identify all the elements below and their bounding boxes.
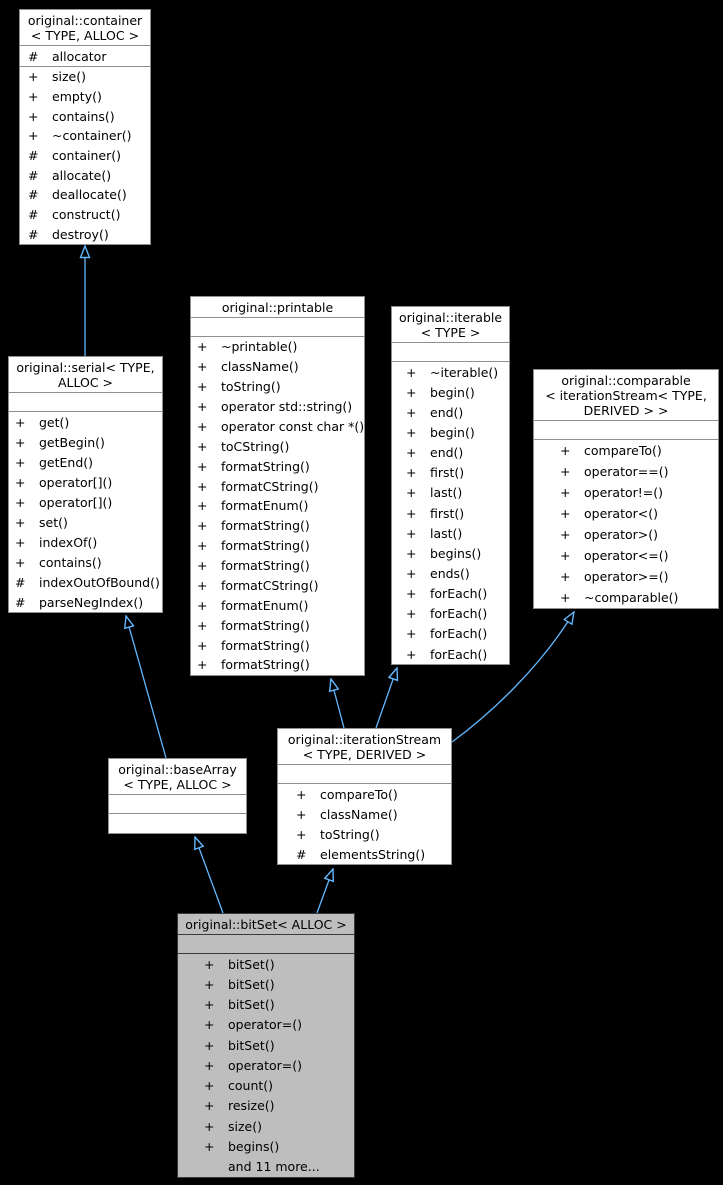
inheritance-arrow-bitSet-to-baseArray	[195, 837, 223, 913]
inheritance-arrow-iterationStream-to-printable	[331, 679, 344, 728]
class-title-line: original::comparable	[561, 373, 691, 388]
visibility-symbol: +	[197, 458, 208, 474]
member-name: formatString()	[221, 617, 310, 633]
class-title	[9, 357, 162, 393]
attributes-compartment	[9, 393, 162, 412]
class-box-printable[interactable]	[190, 296, 365, 676]
method-row	[178, 995, 354, 1015]
visibility-symbol: +	[197, 617, 208, 633]
visibility-symbol: +	[204, 1118, 215, 1134]
class-box-comparable[interactable]	[533, 369, 719, 609]
visibility-symbol: +	[406, 586, 417, 602]
visibility-symbol: +	[406, 424, 417, 440]
class-title-line: original::iterationStream	[287, 732, 442, 747]
member-name: className()	[320, 806, 398, 822]
member-name: last()	[430, 485, 463, 501]
visibility-symbol: +	[204, 956, 215, 972]
method-row	[191, 476, 364, 496]
visibility-symbol: +	[197, 657, 208, 673]
method-row	[191, 635, 364, 655]
visibility-symbol: +	[406, 626, 417, 642]
method-row	[20, 205, 150, 225]
method-row	[392, 443, 509, 463]
visibility-symbol: #	[296, 846, 307, 862]
method-row	[178, 1136, 354, 1156]
visibility-symbol: +	[560, 590, 571, 605]
method-row	[20, 185, 150, 205]
visibility-symbol: +	[197, 379, 208, 395]
method-row	[534, 503, 718, 524]
inheritance-arrow-iterationStream-to-iterable	[376, 668, 397, 728]
method-row	[534, 461, 718, 482]
visibility-symbol: +	[560, 548, 571, 563]
method-row	[392, 563, 509, 583]
method-row	[191, 337, 364, 357]
member-name: formatString()	[221, 458, 310, 474]
member-name: compareTo()	[584, 443, 662, 458]
method-row	[9, 492, 162, 512]
member-name: operator!=()	[584, 485, 663, 500]
method-row	[178, 974, 354, 994]
visibility-symbol: +	[197, 339, 208, 355]
member-name: toString()	[320, 826, 380, 842]
member-name: contains()	[39, 554, 102, 570]
method-row	[20, 106, 150, 126]
visibility-symbol: +	[204, 1017, 215, 1033]
method-row	[392, 543, 509, 563]
member-name: parseNegIndex()	[39, 594, 144, 610]
member-name: deallocate()	[52, 187, 127, 203]
visibility-symbol: +	[560, 485, 571, 500]
member-name: construct()	[52, 207, 121, 223]
methods-compartment	[534, 440, 718, 608]
method-row	[534, 440, 718, 461]
member-name: forEach()	[430, 626, 488, 642]
member-name: begin()	[430, 384, 475, 400]
method-row	[191, 436, 364, 456]
method-row	[392, 463, 509, 483]
inheritance-arrow-baseArray-to-serial	[126, 616, 166, 758]
visibility-symbol: #	[28, 226, 39, 242]
member-name: formatString()	[221, 637, 310, 653]
visibility-symbol: +	[204, 1098, 215, 1114]
method-row	[534, 482, 718, 503]
member-name: destroy()	[52, 226, 109, 242]
method-row	[392, 503, 509, 523]
member-name: empty()	[52, 89, 102, 104]
visibility-symbol: +	[15, 514, 26, 530]
attributes-compartment	[392, 343, 509, 362]
member-name: allocate()	[52, 167, 112, 183]
member-name: bitSet()	[228, 997, 275, 1013]
methods-compartment	[392, 362, 509, 664]
member-name: forEach()	[430, 586, 488, 602]
method-row	[191, 655, 364, 675]
visibility-symbol: +	[197, 399, 208, 415]
member-name: forEach()	[430, 606, 488, 622]
method-row	[392, 604, 509, 624]
method-row	[278, 804, 451, 824]
methods-compartment	[178, 954, 354, 1177]
class-title	[278, 729, 451, 765]
method-row	[392, 382, 509, 402]
method-row	[9, 472, 162, 492]
class-box-container[interactable]	[19, 9, 151, 245]
class-title	[392, 307, 509, 343]
visibility-symbol: +	[406, 445, 417, 461]
visibility-symbol: +	[406, 646, 417, 662]
visibility-symbol: +	[197, 558, 208, 574]
method-row	[534, 566, 718, 587]
visibility-symbol: +	[197, 438, 208, 454]
class-title-line: < TYPE, ALLOC >	[30, 28, 140, 43]
visibility-symbol: +	[28, 128, 39, 144]
member-name: first()	[430, 505, 465, 521]
member-name: end()	[430, 404, 464, 420]
method-row	[191, 357, 364, 377]
member-name: set()	[39, 514, 68, 530]
method-row	[191, 576, 364, 596]
member-name: operator>()	[584, 527, 658, 542]
method-row	[392, 584, 509, 604]
methods-compartment	[20, 67, 150, 244]
member-name: className()	[221, 359, 299, 375]
member-name: operator=()	[228, 1057, 302, 1073]
visibility-symbol: +	[197, 637, 208, 653]
member-name: bitSet()	[228, 956, 275, 972]
member-name: ~printable()	[221, 339, 298, 355]
member-name: operator<=()	[584, 548, 669, 563]
inheritance-arrow-bitSet-to-iterationStream	[317, 869, 333, 913]
visibility-symbol: +	[28, 89, 39, 104]
member-name: getEnd()	[39, 454, 94, 470]
member-name: operator[]()	[39, 474, 113, 490]
member-name: last()	[430, 525, 463, 541]
visibility-symbol: +	[28, 69, 39, 85]
method-row	[534, 545, 718, 566]
member-name: formatCString()	[221, 577, 319, 593]
member-name: end()	[430, 445, 464, 461]
member-name: elementsString()	[320, 846, 426, 862]
visibility-symbol: +	[204, 1078, 215, 1094]
visibility-symbol: +	[197, 518, 208, 534]
visibility-symbol: +	[406, 505, 417, 521]
class-box-bitSet[interactable]	[177, 913, 355, 1178]
member-name: formatString()	[221, 657, 310, 673]
visibility-symbol: +	[15, 414, 26, 430]
member-name: formatString()	[221, 558, 310, 574]
visibility-symbol: +	[296, 826, 307, 842]
visibility-symbol: +	[15, 434, 26, 450]
visibility-symbol: +	[197, 538, 208, 554]
visibility-symbol: +	[28, 108, 39, 124]
method-row	[392, 644, 509, 664]
method-row	[178, 954, 354, 974]
visibility-symbol: +	[15, 474, 26, 490]
method-row	[392, 523, 509, 543]
method-row	[178, 1116, 354, 1136]
visibility-symbol: +	[560, 464, 571, 479]
method-row	[9, 512, 162, 532]
method-row	[278, 784, 451, 804]
class-title-line: original::iterable	[398, 310, 503, 325]
member-name: count()	[228, 1078, 274, 1094]
member-name: operator<()	[584, 506, 658, 521]
member-name: toString()	[221, 379, 281, 395]
member-name: ~container()	[52, 128, 132, 144]
member-name: formatString()	[221, 538, 310, 554]
member-name: size()	[52, 69, 86, 85]
methods-compartment	[191, 337, 364, 675]
visibility-symbol: +	[197, 498, 208, 514]
attributes-compartment	[109, 795, 246, 814]
method-row	[191, 496, 364, 516]
member-name: get()	[39, 414, 70, 430]
class-title	[178, 914, 354, 935]
member-name: operator[]()	[39, 494, 113, 510]
visibility-symbol: #	[15, 574, 26, 590]
visibility-symbol: +	[204, 1037, 215, 1053]
visibility-symbol: +	[406, 485, 417, 501]
class-title-line: original::bitSet< ALLOC >	[185, 917, 347, 932]
method-row	[9, 452, 162, 472]
member-name: size()	[228, 1118, 262, 1134]
class-title	[191, 297, 364, 318]
visibility-symbol: +	[296, 786, 307, 802]
member-name: indexOf()	[39, 534, 98, 550]
class-title-line: < iterationStream< TYPE,	[545, 388, 707, 403]
method-row	[392, 624, 509, 644]
member-name: contains()	[52, 108, 115, 124]
member-name: resize()	[228, 1098, 275, 1114]
class-box-iterable[interactable]	[391, 306, 510, 665]
member-name: operator const char *()	[221, 418, 365, 434]
visibility-symbol: #	[28, 48, 39, 64]
method-row	[392, 402, 509, 422]
visibility-symbol: #	[28, 207, 39, 223]
member-name: operator std::string()	[221, 399, 353, 415]
class-title	[20, 10, 150, 46]
attributes-compartment	[191, 318, 364, 337]
method-row	[191, 377, 364, 397]
visibility-symbol: +	[15, 554, 26, 570]
methods-compartment	[9, 412, 162, 612]
attribute-row	[20, 46, 150, 66]
member-name: begins()	[430, 545, 482, 561]
method-row	[191, 417, 364, 437]
member-name: operator==()	[584, 464, 669, 479]
visibility-symbol: +	[197, 418, 208, 434]
visibility-symbol: +	[560, 506, 571, 521]
visibility-symbol: +	[204, 1057, 215, 1073]
visibility-symbol: +	[406, 565, 417, 581]
attributes-compartment	[278, 765, 451, 784]
class-box-serial[interactable]	[8, 356, 163, 613]
method-row	[9, 572, 162, 592]
member-name: formatCString()	[221, 478, 319, 494]
visibility-symbol: +	[204, 997, 215, 1013]
method-row	[392, 483, 509, 503]
visibility-symbol: +	[15, 494, 26, 510]
method-row	[392, 422, 509, 442]
member-name: forEach()	[430, 646, 488, 662]
attributes-compartment	[534, 421, 718, 440]
method-row	[9, 412, 162, 432]
member-name: operator>=()	[584, 569, 669, 584]
attributes-compartment	[178, 935, 354, 954]
visibility-symbol: +	[560, 443, 571, 458]
method-row	[392, 362, 509, 382]
class-box-iterationStream[interactable]	[277, 728, 452, 865]
method-row	[178, 1076, 354, 1096]
member-name: bitSet()	[228, 1037, 275, 1053]
member-name: getBegin()	[39, 434, 105, 450]
method-row	[178, 1015, 354, 1035]
methods-compartment	[109, 814, 246, 833]
member-name: ends()	[430, 565, 470, 581]
member-name: indexOutOfBound()	[39, 574, 160, 590]
method-row	[20, 224, 150, 244]
method-row	[534, 524, 718, 545]
visibility-symbol: +	[197, 597, 208, 613]
visibility-symbol: #	[28, 167, 39, 183]
member-name: formatEnum()	[221, 498, 309, 514]
method-row	[20, 67, 150, 87]
visibility-symbol: +	[560, 527, 571, 542]
method-row	[9, 532, 162, 552]
method-row	[191, 556, 364, 576]
member-name: bitSet()	[228, 976, 275, 992]
visibility-symbol: #	[28, 187, 39, 203]
member-name: begin()	[430, 424, 475, 440]
visibility-symbol: +	[560, 569, 571, 584]
visibility-symbol: +	[406, 404, 417, 420]
class-title-line: < TYPE, DERIVED >	[302, 747, 427, 762]
method-row	[191, 595, 364, 615]
method-row	[278, 824, 451, 844]
class-title-line: original::printable	[221, 300, 334, 315]
class-title-line: < TYPE, ALLOC >	[123, 777, 232, 792]
visibility-symbol: #	[28, 148, 39, 164]
member-name: ~comparable()	[584, 590, 679, 605]
visibility-symbol: +	[204, 976, 215, 992]
method-row	[191, 456, 364, 476]
visibility-symbol: +	[406, 465, 417, 481]
method-row	[191, 516, 364, 536]
method-row	[20, 87, 150, 107]
class-title	[109, 759, 246, 795]
member-name: formatEnum()	[221, 597, 309, 613]
method-row	[20, 165, 150, 185]
method-row	[191, 397, 364, 417]
method-row	[9, 592, 162, 612]
visibility-symbol: +	[406, 606, 417, 622]
more-members-row	[178, 1157, 354, 1177]
member-name: allocator	[52, 48, 107, 64]
visibility-symbol: +	[406, 545, 417, 561]
member-name: formatString()	[221, 518, 310, 534]
visibility-symbol: +	[197, 577, 208, 593]
visibility-symbol: +	[406, 525, 417, 541]
member-name: container()	[52, 148, 121, 164]
method-row	[178, 1055, 354, 1075]
attributes-compartment	[20, 46, 150, 67]
method-row	[278, 844, 451, 864]
method-row	[20, 146, 150, 166]
methods-compartment	[278, 784, 451, 864]
visibility-symbol: +	[406, 364, 417, 380]
method-row	[191, 536, 364, 556]
method-row	[9, 552, 162, 572]
visibility-symbol: +	[15, 534, 26, 550]
member-name: ~iterable()	[430, 364, 499, 380]
class-title-line: < TYPE >	[420, 325, 481, 340]
class-title-line: ALLOC >	[57, 375, 114, 390]
visibility-symbol: +	[204, 1139, 215, 1155]
visibility-symbol: +	[15, 454, 26, 470]
member-name: operator=()	[228, 1017, 302, 1033]
class-title-line: original::baseArray	[118, 762, 237, 777]
more-members-label: and 11 more...	[228, 1159, 320, 1175]
class-title	[534, 370, 718, 421]
visibility-symbol: +	[296, 806, 307, 822]
class-title-line: original::serial< TYPE,	[16, 360, 155, 375]
class-box-baseArray[interactable]	[108, 758, 247, 834]
visibility-symbol: #	[15, 594, 26, 610]
method-row	[191, 615, 364, 635]
visibility-symbol: +	[197, 478, 208, 494]
member-name: first()	[430, 465, 465, 481]
method-row	[178, 1035, 354, 1055]
member-name: compareTo()	[320, 786, 398, 802]
method-row	[178, 1096, 354, 1116]
method-row	[20, 126, 150, 146]
member-name: begins()	[228, 1139, 280, 1155]
visibility-symbol: +	[197, 359, 208, 375]
method-row	[9, 432, 162, 452]
class-title-line: original::container	[27, 13, 143, 28]
method-row	[534, 587, 718, 608]
member-name: toCString()	[221, 438, 290, 454]
visibility-symbol: +	[406, 384, 417, 400]
class-title-line: DERIVED > >	[583, 403, 669, 418]
